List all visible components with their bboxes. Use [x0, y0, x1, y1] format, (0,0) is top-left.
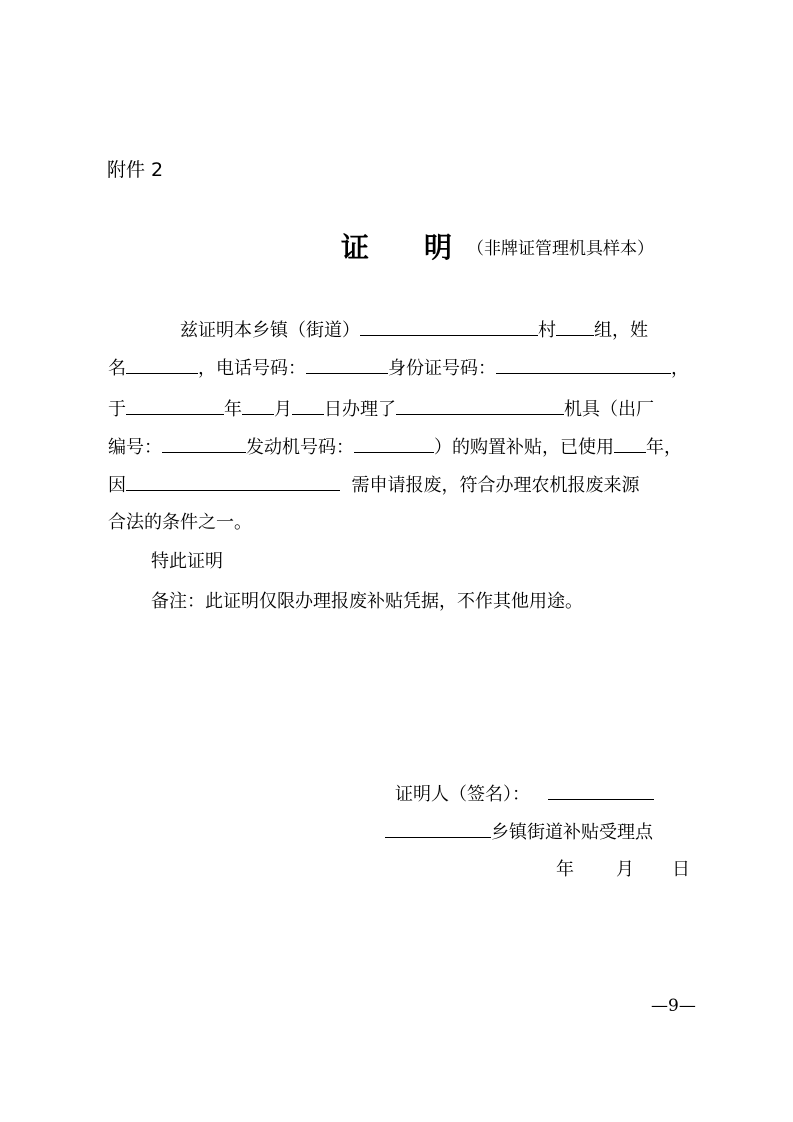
- body-text: 月: [274, 399, 292, 420]
- engine-number-blank[interactable]: [354, 435, 434, 453]
- attachment-label: 附件 2: [107, 159, 164, 181]
- body-text: 村: [538, 320, 556, 341]
- name-blank[interactable]: [126, 356, 198, 374]
- body-text: 年，: [646, 437, 682, 458]
- years-used-blank[interactable]: [614, 435, 646, 453]
- date-year: 年: [556, 859, 574, 880]
- body-text: 于: [108, 399, 126, 420]
- body-text: 身份证号码：: [388, 358, 496, 379]
- date-day: 日: [672, 859, 690, 880]
- group-blank[interactable]: [556, 318, 594, 336]
- body-text: ）的购置补贴，已使用: [434, 437, 614, 458]
- body-text: 因: [108, 475, 126, 496]
- body-text: 发动机号码：: [246, 437, 354, 458]
- id-number-blank[interactable]: [496, 356, 671, 374]
- body-text: 需申请报废，符合办理农机报废来源: [351, 475, 640, 496]
- body-text: 年: [224, 399, 242, 420]
- body-line-5: [108, 473, 639, 498]
- remark-text: 备注：此证明仅限办理报废补贴凭据，不作其他用途。: [151, 591, 583, 612]
- body-text: ，电话号码：: [198, 358, 306, 379]
- body-text: 组，姓: [594, 320, 648, 341]
- body-line-2: [108, 356, 689, 381]
- body-text: 编号：: [108, 437, 162, 458]
- year-blank[interactable]: [126, 397, 224, 415]
- page-number: —9—: [651, 996, 696, 1016]
- date-month: 月: [616, 859, 634, 880]
- township-blank[interactable]: [385, 820, 491, 838]
- closing-text: 特此证明: [151, 551, 223, 572]
- month-blank[interactable]: [242, 397, 274, 415]
- body-text: 机具（出厂: [564, 399, 654, 420]
- document-subtitle: （非牌证管理机具样本）: [467, 239, 654, 259]
- body-line-6: 合法的条件之一。: [108, 512, 252, 533]
- body-text: 日办理了: [324, 399, 396, 420]
- body-text: 兹证明本乡镇（街道）: [180, 320, 360, 341]
- body-text: 名: [108, 358, 126, 379]
- certifier-label: 证明人（签名）：: [395, 784, 530, 805]
- body-text: ，: [671, 358, 689, 379]
- certifier-line: [395, 782, 654, 807]
- body-line-1: [180, 318, 648, 343]
- document-title: 证明: [341, 231, 508, 264]
- factory-number-blank[interactable]: [162, 435, 246, 453]
- signature-blank[interactable]: [548, 782, 654, 800]
- office-label: 乡镇街道补贴受理点: [491, 822, 653, 843]
- office-line: [385, 820, 653, 845]
- body-line-4: [108, 435, 682, 460]
- day-blank[interactable]: [292, 397, 324, 415]
- reason-blank[interactable]: [126, 473, 340, 491]
- date-line: [556, 858, 690, 882]
- phone-blank[interactable]: [306, 356, 388, 374]
- village-blank[interactable]: [360, 318, 538, 336]
- body-line-3: [108, 397, 654, 422]
- machine-blank[interactable]: [396, 397, 564, 415]
